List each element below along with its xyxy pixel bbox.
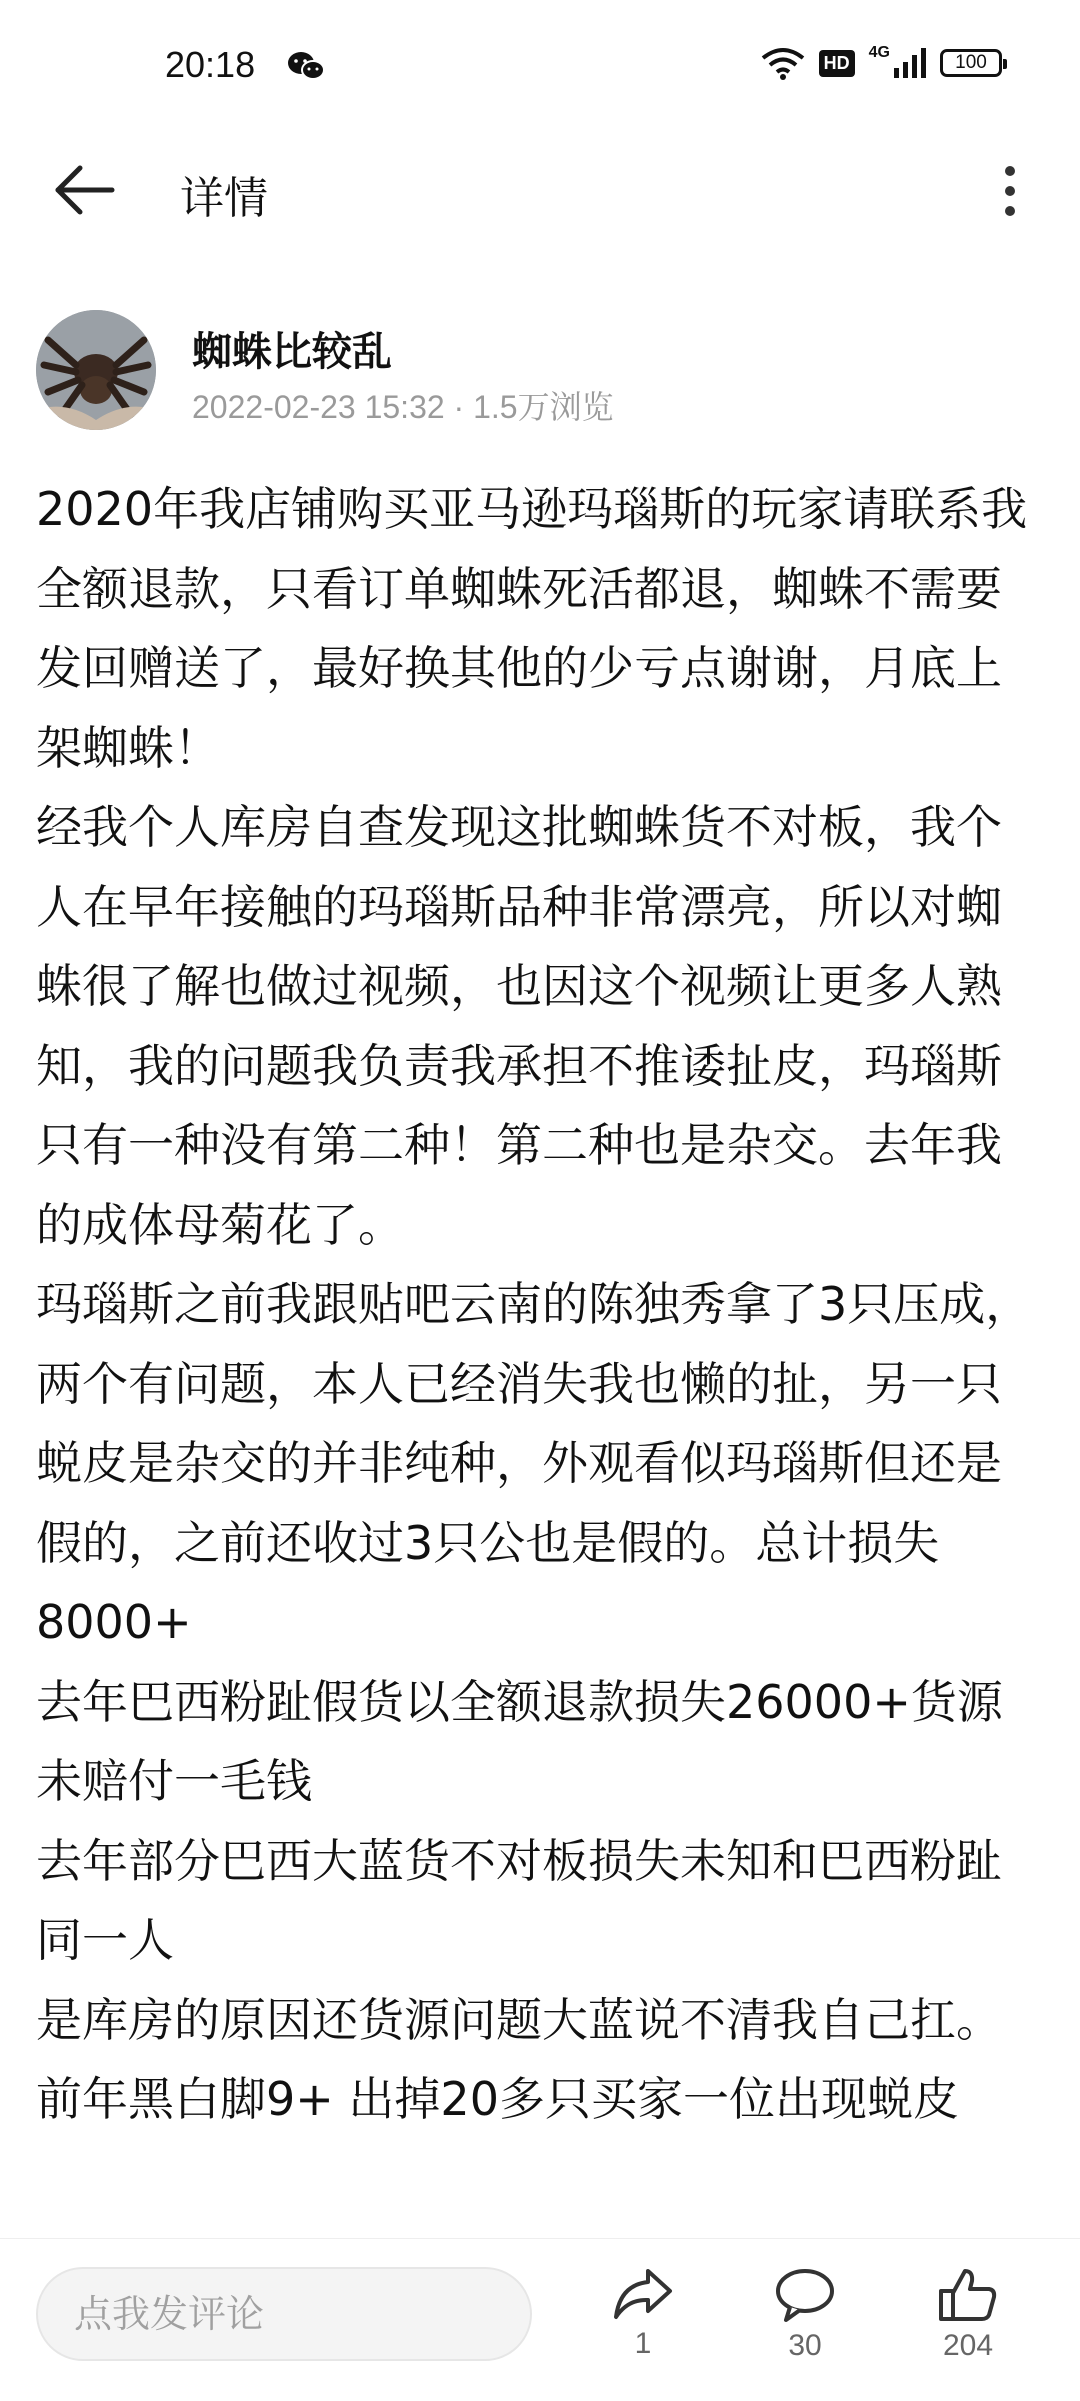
share-count: 1 — [634, 2327, 652, 2360]
tarantula-avatar-image — [36, 310, 156, 430]
comment-button[interactable] — [750, 2267, 860, 2363]
status-bar — [0, 0, 1080, 130]
network-type: 4G — [868, 44, 890, 61]
share-button[interactable] — [588, 2267, 698, 2361]
post-content — [36, 470, 1046, 2242]
hd-badge: HD — [819, 50, 855, 77]
bottom-action-bar — [0, 2238, 1080, 2401]
post-paragraph: 2020年我店铺购买亚马逊玛瑙斯的玩家请联系我全额退款，只看订单蜘蛛死活都退，蜘蛛不需要发回赠送了，最好换其他的少亏点谢谢，月底上架蜘蛛！ — [36, 482, 1028, 775]
wechat-icon — [286, 50, 326, 82]
share-icon — [612, 2267, 674, 2321]
signal-icon — [894, 48, 926, 78]
thumbs-up-icon — [937, 2267, 999, 2323]
more-options-icon[interactable] — [990, 165, 1030, 217]
back-arrow-icon[interactable] — [50, 160, 120, 220]
post-paragraph: 经我个人库房自查发现这批蜘蛛货不对板，我个人在早年接触的玛瑙斯品种非常漂亮，所以对蜘蛛很了解也做过视频，也因这个视频让更多人熟知，我的问题我负责我承担不推诿扯皮，玛瑙斯只有一种没有第二种！第二种也是杂交。去年我的成体母菊花了。 — [36, 800, 1002, 1252]
comment-bubble-icon — [774, 2267, 836, 2323]
post-views: · 1.5万浏览 — [444, 389, 614, 425]
author-name[interactable]: 蜘蛛比较乱 — [192, 329, 392, 375]
like-count: 204 — [942, 2329, 994, 2362]
battery-level: 100 — [955, 52, 987, 73]
post-paragraph: 前年黑白脚9+ 出掉20多只买家一位出现蜕皮 — [36, 2072, 959, 2126]
battery-icon — [940, 49, 1002, 77]
post-paragraph: 玛瑙斯之前我跟贴吧云南的陈独秀拿了3只压成，两个有问题，本人已经消失我也懒的扯，另一只蜕皮是杂交的并非纯种，外观看似玛瑙斯但还是假的，之前还收过3只公也是假的。总计损失8000+ — [36, 1277, 1032, 1649]
post-paragraph: 去年部分巴西大蓝货不对板损失未知和巴西粉趾同一人 — [36, 1833, 1002, 1967]
post-paragraph: 去年巴西粉趾假货以全额退款损失26000+货源未赔付一毛钱 — [36, 1674, 1003, 1808]
post-meta — [192, 382, 614, 428]
author-avatar[interactable] — [36, 310, 156, 430]
status-icons — [761, 46, 1002, 80]
post-date: 2022-02-23 15:32 — [192, 389, 445, 425]
post-paragraph: 是库房的原因还货源问题大蓝说不清我自己扛。 — [36, 1992, 1002, 2047]
page-title: 详情 — [180, 173, 268, 224]
wifi-icon — [761, 46, 805, 80]
comment-count: 30 — [788, 2329, 822, 2362]
status-time: 20:18 — [165, 44, 256, 85]
app-bar — [0, 130, 1080, 250]
comment-input[interactable]: 点我发评论 — [36, 2267, 532, 2361]
like-button[interactable] — [913, 2267, 1023, 2363]
